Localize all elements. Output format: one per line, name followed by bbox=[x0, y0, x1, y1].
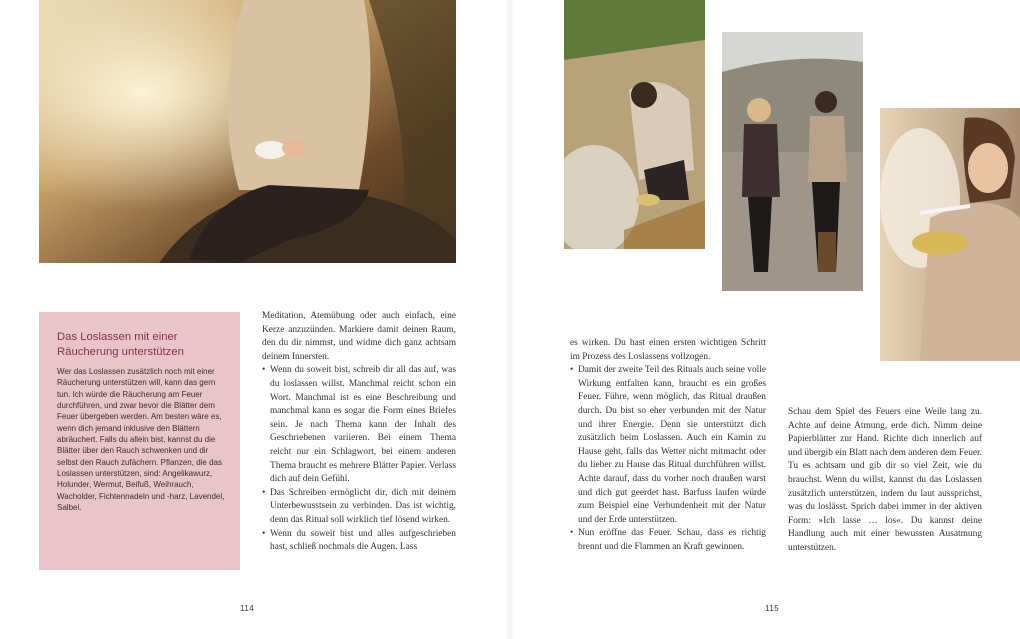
photo-two-women-ritual bbox=[722, 32, 863, 291]
photo-woman-at-fire bbox=[564, 0, 705, 249]
photo-woman-with-bowl bbox=[880, 108, 1020, 361]
sidebar-title: Das Loslassen mit einer Räucherung unterstützen bbox=[57, 331, 184, 358]
photo-woman-writing bbox=[39, 0, 456, 263]
list-item: • Wenn du soweit bist und alles aufgeschrieben hast, schließ nochmals die Augen. Lass bbox=[262, 528, 456, 555]
right-text-column-one bbox=[570, 337, 766, 555]
right-column-bullets bbox=[570, 364, 766, 554]
right-text-column-two bbox=[788, 406, 982, 556]
list-item: • Wenn du soweit bist, schreib dir all das auf, was du loslassen willst. Manchmal reicht schon ein Wort. Manchmal ist es eine Beschreibung und manchmal kann es sogar die Form eines Briefes sein. Je nach Thema kann der Inhalt des Geschriebenen variieren. Bei einem Thema reicht nur ein Schlagwort, bei einem anderen Thema braucht es mehrere Blätter Papier. Verlass dich auf dein Gefühl. bbox=[262, 364, 456, 486]
page-number-left: 114 bbox=[240, 604, 255, 613]
book-gutter bbox=[505, 0, 515, 639]
sidebar-body: Wer das Loslassen zusätzlich noch mit einer Räucherung unterstützen will, kann das gern tun. Ich würde die Räucherung am Feuer durchführen, und zwar bevor die Blätter dem Feuer übergeben werden. Am besten wäre es, wenn dich jemand inklusive den Blättern abräuchert. Falls du allein bist, kannst du die Blätter über den Rauch schwenken und dir selbst den Rauch zufächern. Pflanzen, die das Loslassen unterstützen, sind: Angelikawurz, Holunder, Wermut, Beifuß, Weihrauch, Wacholder, Fichtennadeln und -harz, Lavendel, Salbei. bbox=[57, 367, 225, 513]
left-text-column bbox=[262, 310, 456, 555]
left-column-intro: Meditation, Atemübung oder auch einfach, eine Kerze anzuzünden. Markiere damit deinen Raum, den du dir nimmst, und widme dich ganz achtsam deinem Innersten. bbox=[262, 311, 456, 362]
right-column-continuation: es wirken. Du hast einen ersten wichtigen Schritt im Prozess des Loslassens vollzogen. bbox=[570, 338, 766, 362]
left-column-bullets bbox=[262, 364, 456, 554]
right-column-two-text: Schau dem Spiel des Feuers eine Weile lang zu. Achte auf deine Atmung, erde dich. Nimm deine Papierblätter zur Hand. Richte dich innerlich auf und übergib ein Blatt nach dem anderen dem Feuer. Tu es achtsam und gib dir so viel Zeit, wie du brauchst. Wenn du willst, kannst du das Loslassen zusätzlich unterstützen, indem du laut aussprichst, was du loslässt. Sprich dabei immer in der aktiven Form: »Ich lasse … los«. Du kannst deine Handlung auch mit einer bewussten Ausatmung unterstützen. bbox=[788, 407, 982, 553]
list-item: • Das Schreiben ermöglicht dir, dich mit deinem Unterbewusstsein zu verbinden. Das ist wichtig, denn das Ritual soll wirklich tief lösend wirken. bbox=[262, 487, 456, 528]
page-number-right: 115 bbox=[765, 604, 780, 613]
list-item: • Damit der zweite Teil des Rituals auch seine volle Wirkung entfalten kann, braucht es ein großes Feuer. Führe, wenn möglich, das Ritual draußen durch. Du bist so eher verbunden mit der Natur und ihrer Energie. Denn sie unterstützt dich zusätzlich beim Loslassen. Auch ein Kamin zu Hause geht, falls das Wetter nicht mitmacht oder du lieber zu Hause das Ritual durchführen willst. Achte darauf, dass du vorher noch draußen warst und dich gut geerdet hast. Barfuss laufen würde zum Beispiel eine Verbundenheit mit der Natur und der Erde unterstützen. bbox=[570, 364, 766, 527]
sidebar-box-raeucherung bbox=[39, 312, 240, 570]
list-item: • Nun eröffne das Feuer. Schau, dass es richtig brennt und die Flammen an Kraft gewinnen. bbox=[570, 527, 766, 554]
